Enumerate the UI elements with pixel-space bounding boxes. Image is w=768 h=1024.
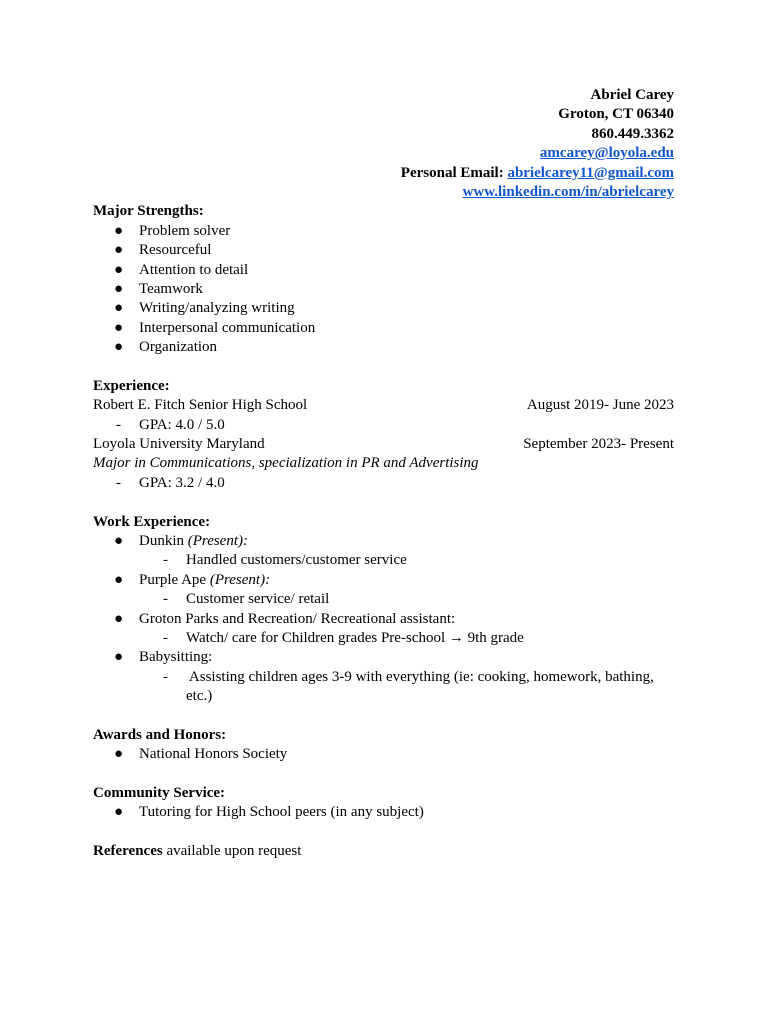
strength-item: ● Teamwork	[93, 280, 674, 299]
personal-email-link[interactable]: abrielcarey11@gmail.com	[507, 164, 674, 181]
community-item: ● Tutoring for High School peers (in any subject)	[93, 803, 674, 822]
references-label: References	[93, 843, 163, 860]
school2-row	[93, 435, 674, 454]
resume-name: Abriel Carey	[590, 87, 674, 103]
bullet-icon: ●	[114, 280, 124, 297]
resume-address: Groton, CT 06340	[558, 106, 674, 123]
school2-gpa: GPA: 3.2 / 4.0	[139, 474, 225, 491]
job-detail: - Handled customers/customer service	[93, 551, 674, 570]
job-item	[93, 571, 674, 590]
bullet-icon: ●	[114, 649, 124, 666]
strength-item: ● Writing/analyzing writing	[93, 299, 674, 318]
references-text: available upon request	[166, 843, 302, 860]
job-item	[93, 648, 674, 667]
strength-item: ● Attention to detail	[93, 261, 674, 280]
bullet-icon: ●	[114, 261, 124, 278]
spacer	[93, 493, 674, 512]
dash-icon: -	[116, 416, 121, 433]
bullet-icon: ●	[114, 222, 124, 239]
linkedin-link[interactable]: www.linkedin.com/in/abrielcarey	[462, 183, 674, 200]
school2-name: Loyola University Maryland	[93, 436, 265, 453]
dash-icon: -	[163, 552, 168, 569]
bullet-icon: ●	[114, 532, 124, 549]
job-detail: - Customer service/ retail	[93, 590, 674, 609]
school2-dates: September 2023- Present	[523, 436, 674, 453]
bullet-icon: ●	[114, 746, 124, 763]
bullet-icon: ●	[114, 300, 124, 317]
school1-gpa: GPA: 4.0 / 5.0	[139, 416, 225, 433]
bullet-icon: ●	[114, 804, 124, 821]
experience-heading: Experience:	[93, 377, 170, 394]
school1-name: Robert E. Fitch Senior High School	[93, 397, 308, 414]
job3-name: Groton Parks and Recreation/ Recreational assistant:	[139, 610, 456, 627]
linkedin-line	[93, 183, 674, 202]
resume-document	[93, 86, 674, 862]
dash-icon: -	[163, 591, 168, 608]
bullet-icon: ●	[114, 339, 124, 356]
dash-icon: -	[116, 474, 121, 491]
references-line	[93, 842, 674, 861]
bullet-icon: ●	[114, 242, 124, 259]
job-detail: - Assisting children ages 3-9 with everything (ie: cooking, homework, bathing,	[93, 668, 674, 687]
job4-name: Babysitting:	[139, 649, 213, 666]
strength-item: ● Resourceful	[93, 241, 674, 260]
strength-item: ● Organization	[93, 338, 674, 357]
school-email-line	[93, 144, 674, 163]
dash-icon: -	[163, 629, 168, 646]
strengths-heading: Major Strengths:	[93, 203, 204, 220]
school-email-link[interactable]: amcarey@loyola.edu	[539, 145, 674, 162]
school1-dates: August 2019- June 2023	[526, 397, 674, 414]
dash-icon: -	[163, 668, 168, 685]
spacer	[93, 357, 674, 376]
spacer	[93, 765, 674, 784]
school2-gpa-row	[93, 474, 674, 493]
bullet-icon: ●	[114, 319, 124, 336]
resume-phone: 860.449.3362	[591, 125, 674, 142]
award-item: ● National Honors Society	[93, 745, 674, 764]
job-item	[93, 610, 674, 629]
work-heading: Work Experience:	[93, 513, 211, 530]
bullet-icon: ●	[114, 571, 124, 588]
school1-row	[93, 396, 674, 415]
strength-item: ● Interpersonal communication	[93, 319, 674, 338]
school1-gpa-row	[93, 416, 674, 435]
community-heading: Community Service:	[93, 785, 226, 802]
job-detail: - Watch/ care for Children grades Pre-school → 9th grade	[93, 629, 674, 648]
strength-item: ● Problem solver	[93, 222, 674, 241]
bullet-icon: ●	[114, 610, 124, 627]
job1-name: Dunkin	[139, 532, 184, 549]
job1-note: (Present):	[187, 532, 248, 549]
personal-email-label: Personal Email:	[400, 164, 504, 181]
awards-heading: Awards and Honors:	[93, 726, 227, 743]
job2-note: (Present):	[209, 571, 271, 588]
personal-email-line	[93, 164, 674, 183]
spacer	[93, 823, 674, 842]
job2-name: Purple Ape	[139, 571, 207, 588]
spacer	[93, 707, 674, 726]
job-item	[93, 532, 674, 551]
job-detail-continued: etc.)	[186, 688, 213, 705]
school2-major: Major in Communications, specialization in PR and Advertising	[93, 455, 479, 472]
